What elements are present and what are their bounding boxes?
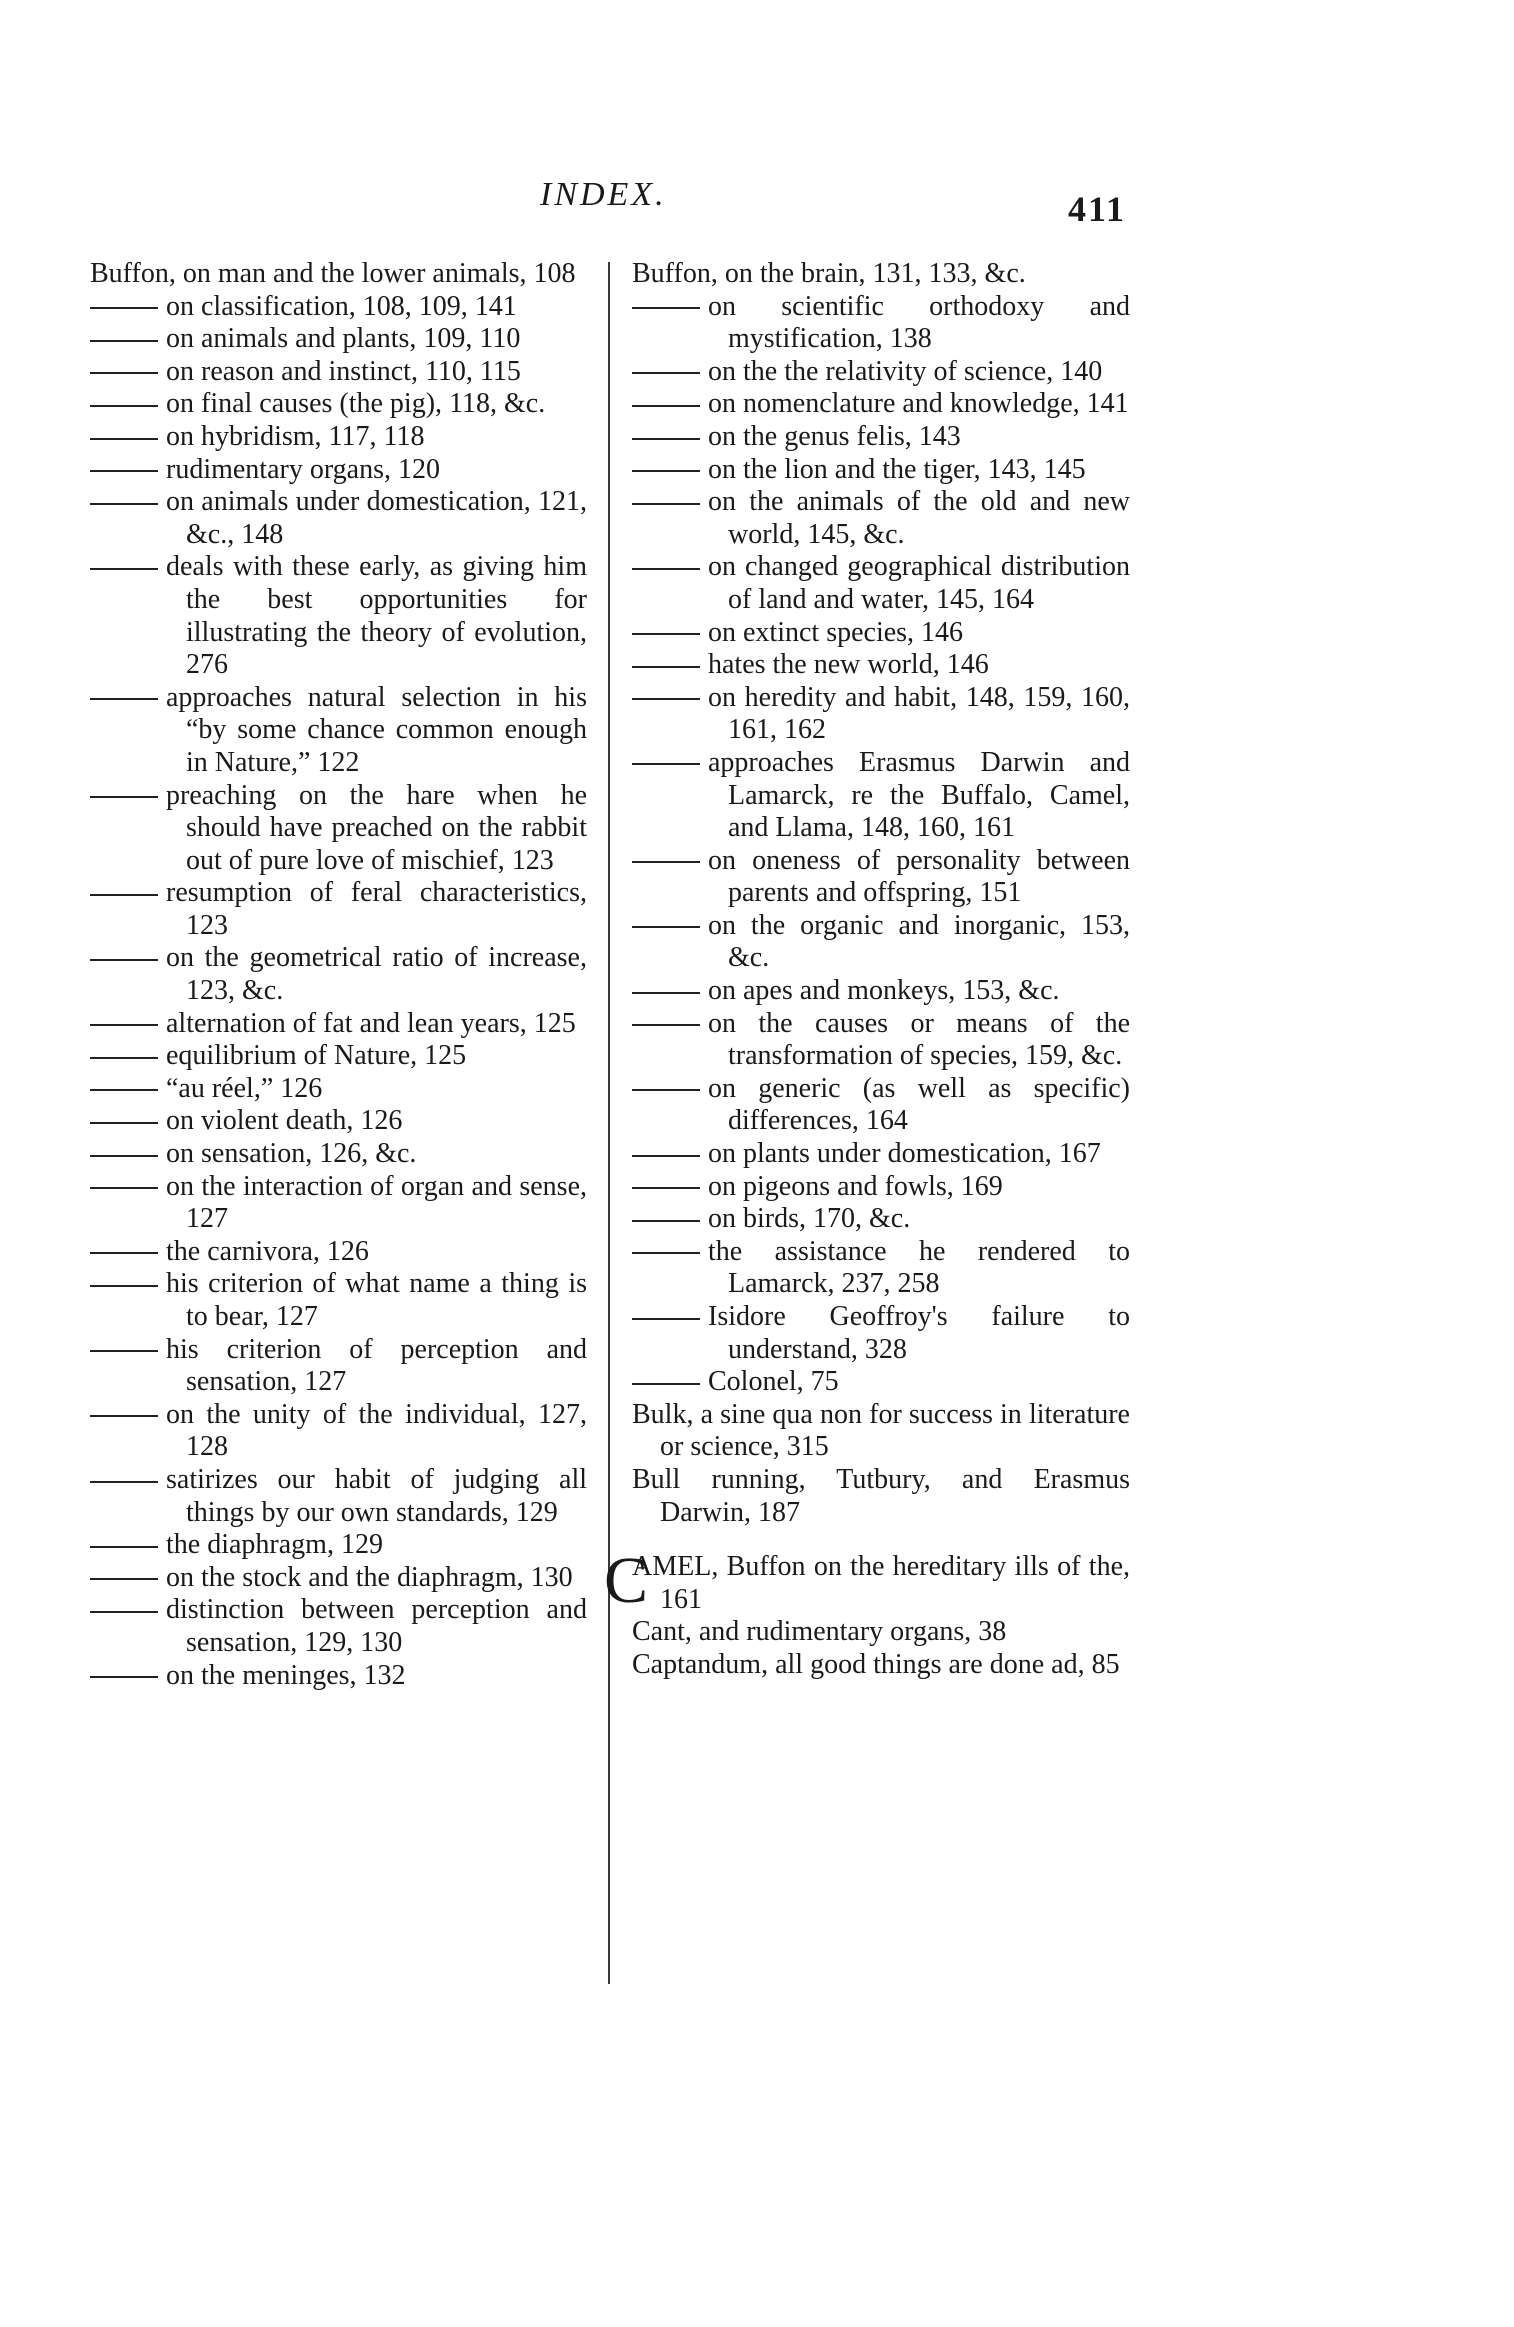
entry-text: on heredity and habit, 148, 159, 160, 161, 162: [708, 681, 1130, 746]
entry-text: equilibrium of Nature, 125: [166, 1040, 467, 1072]
ditto-dash: [90, 1122, 158, 1124]
entry-text: “au réel,” 126: [166, 1072, 323, 1104]
ditto-dash: [632, 1187, 700, 1189]
index-subentry: [90, 1171, 587, 1236]
index-subentry: [632, 1203, 1130, 1236]
index-subentry: [632, 617, 1130, 650]
ditto-dash: [90, 470, 158, 472]
index-subentry: [90, 1464, 587, 1529]
ditto-dash: [632, 438, 700, 440]
index-subentry: [632, 910, 1130, 975]
index-subentry: [632, 1073, 1130, 1138]
entry-text: on pigeons and fowls, 169: [708, 1170, 1003, 1202]
entry-text: on the the relativity of science, 140: [708, 355, 1103, 387]
index-subentry: [90, 1334, 587, 1399]
index-entry: [632, 258, 1130, 291]
ditto-dash: [632, 926, 700, 928]
entry-text: on generic (as well as specific) differences, 164: [708, 1072, 1130, 1137]
ditto-dash: [90, 438, 158, 440]
ditto-dash: [90, 1611, 158, 1613]
entry-text: on the organic and inorganic, 153, &c.: [708, 909, 1130, 974]
index-entry: [632, 1649, 1130, 1682]
ditto-dash: [632, 470, 700, 472]
index-subentry: [632, 1008, 1130, 1073]
ditto-dash: [90, 340, 158, 342]
ditto-dash: [632, 1024, 700, 1026]
entry-text: Bull running, Tutbury, and Erasmus Darwin, 187: [632, 1463, 1130, 1528]
ditto-dash: [90, 1057, 158, 1059]
ditto-dash: [632, 763, 700, 765]
index-column-right: [604, 258, 1130, 1682]
entry-text: Buffon, on man and the lower animals, 108: [90, 258, 576, 289]
ditto-dash: [632, 633, 700, 635]
ditto-dash: [90, 1350, 158, 1352]
entry-text: alternation of fat and lean years, 125: [166, 1007, 576, 1039]
ditto-dash: [90, 894, 158, 896]
entry-text: the carnivora, 126: [166, 1235, 369, 1267]
entry-text: Colonel, 75: [708, 1366, 839, 1398]
running-title: INDEX.: [540, 176, 667, 213]
entry-text: his criterion of what name a thing is to bear, 127: [166, 1268, 587, 1332]
index-subentry: [632, 747, 1130, 845]
entry-text: on scientific orthodoxy and mystification, 138: [708, 290, 1130, 355]
ditto-dash: [90, 959, 158, 961]
ditto-dash: [90, 307, 158, 309]
index-subentry: [90, 1529, 587, 1562]
entry-text: on the lion and the tiger, 143, 145: [708, 453, 1086, 485]
ditto-dash: [90, 1578, 158, 1580]
ditto-dash: [632, 861, 700, 863]
ditto-dash: [632, 698, 700, 700]
ditto-dash: [90, 372, 158, 374]
entry-text: on the stock and the diaphragm, 130: [166, 1561, 573, 1593]
entry-text: the assistance he rendered to Lamarck, 237, 258: [708, 1235, 1130, 1300]
ditto-dash: [90, 1024, 158, 1026]
ditto-dash: [90, 503, 158, 505]
page-number: 411: [1068, 189, 1127, 229]
index-subentry: [90, 1138, 587, 1171]
entry-text: distinction between perception and sensation, 129, 130: [166, 1594, 587, 1658]
ditto-dash: [90, 796, 158, 798]
drop-cap-initial: C: [604, 1544, 649, 1618]
ditto-dash: [90, 1415, 158, 1417]
index-subentry: [632, 421, 1130, 454]
entry-text: on the geometrical ratio of increase, 123, &c.: [166, 942, 587, 1007]
ditto-dash: [632, 1089, 700, 1091]
index-subentry: [632, 291, 1130, 356]
entry-text: on the unity of the individual, 127, 128: [166, 1398, 587, 1463]
entry-text: Bulk, a sine qua non for success in literature or science, 315: [632, 1398, 1130, 1463]
ditto-dash: [90, 1089, 158, 1091]
index-subentry: [90, 356, 587, 389]
index-subentry: [90, 1040, 587, 1073]
entry-text: Cant, and rudimentary organs, 38: [632, 1616, 1007, 1648]
entry-text: on sensation, 126, &c.: [166, 1138, 417, 1170]
index-subentry: [90, 551, 587, 681]
ditto-dash: [90, 1676, 158, 1678]
ditto-dash: [90, 1546, 158, 1548]
index-entry: [90, 258, 587, 291]
entry-text: on birds, 170, &c.: [708, 1203, 911, 1235]
ditto-dash: [632, 1318, 700, 1320]
entry-text: on violent death, 126: [166, 1105, 403, 1137]
entry-text: approaches natural selection in his “by some chance common enough in Nature,” 122: [166, 681, 587, 778]
ditto-dash: [632, 1252, 700, 1254]
index-subentry: [90, 1562, 587, 1595]
entry-text: on the animals of the old and new world, 145, &c.: [708, 486, 1130, 550]
index-subentry: [632, 1138, 1130, 1171]
index-subentry: [632, 845, 1130, 910]
entry-text: on apes and monkeys, 153, &c.: [708, 975, 1060, 1007]
index-subentry: [632, 649, 1130, 682]
ditto-dash: [632, 992, 700, 994]
entry-text: Buffon, on the brain, 131, 133, &c.: [632, 258, 1026, 289]
ditto-dash: [632, 372, 700, 374]
entry-text: on plants under domestication, 167: [708, 1138, 1101, 1170]
entry-text: on nomenclature and knowledge, 141: [708, 388, 1129, 420]
ditto-dash: [90, 1285, 158, 1287]
ditto-dash: [90, 1481, 158, 1483]
index-subentry: [632, 551, 1130, 616]
ditto-dash: [632, 1155, 700, 1157]
index-subentry: [632, 1366, 1130, 1399]
index-subentry: [90, 388, 587, 421]
ditto-dash: [90, 568, 158, 570]
index-subentry: [90, 780, 587, 878]
ditto-dash: [90, 405, 158, 407]
entry-text: on extinct species, 146: [708, 616, 964, 648]
index-subentry: [632, 454, 1130, 487]
index-subentry: [90, 421, 587, 454]
index-subentry: [632, 975, 1130, 1008]
entry-text: his criterion of perception and sensation, 127: [166, 1333, 587, 1398]
ditto-dash: [90, 1252, 158, 1254]
entry-text: AMEL, Buffon on the hereditary ills of the, 161: [632, 1551, 1130, 1615]
ditto-dash: [632, 568, 700, 570]
page-header: [0, 168, 1514, 228]
ditto-dash: [90, 698, 158, 700]
index-entry: [632, 1399, 1130, 1464]
ditto-dash: [632, 666, 700, 668]
index-subentry: [90, 486, 587, 551]
entry-text: resumption of feral characteristics, 123: [166, 877, 587, 941]
index-subentry: [90, 323, 587, 356]
entry-text: on the meninges, 132: [166, 1659, 406, 1691]
entry-text: approaches Erasmus Darwin and Lamarck, re the Buffalo, Camel, and Llama, 148, 160, 161: [708, 746, 1130, 844]
index-subentry: [632, 1301, 1130, 1366]
entry-text: on hybridism, 117, 118: [166, 420, 425, 452]
index-subentry: [632, 1171, 1130, 1204]
index-subentry: [90, 877, 587, 942]
entry-text: deals with these early, as giving him the best opportunities for illustrating the theory of evolution, 276: [166, 551, 587, 681]
column-divider: [608, 262, 610, 1984]
index-subentry: [90, 291, 587, 324]
entry-text: on changed geographical distribution of land and water, 145, 164: [708, 551, 1130, 615]
entry-text: on reason and instinct, 110, 115: [166, 355, 521, 387]
ditto-dash: [632, 1220, 700, 1222]
index-subentry: [632, 682, 1130, 747]
entry-text: on final causes (the pig), 118, &c.: [166, 388, 546, 420]
index-subentry: [632, 1236, 1130, 1301]
entry-text: rudimentary organs, 120: [166, 453, 440, 485]
entry-text: Captandum, all good things are done ad, 85: [632, 1648, 1120, 1680]
ditto-dash: [632, 405, 700, 407]
index-subentry: [632, 388, 1130, 421]
entry-text: Isidore Geoffroy's failure to understand, 328: [708, 1301, 1130, 1365]
index-subentry: [90, 682, 587, 780]
index-subentry: [632, 356, 1130, 389]
entry-text: hates the new world, 146: [708, 649, 989, 681]
index-entry: [604, 1544, 1130, 1618]
ditto-dash: [90, 1187, 158, 1189]
index-column-left: [90, 258, 587, 1692]
entry-text: on classification, 108, 109, 141: [166, 290, 517, 322]
index-subentry: [90, 454, 587, 487]
entry-text: the diaphragm, 129: [166, 1529, 383, 1561]
index-subentry: [632, 486, 1130, 551]
index-subentry: [90, 942, 587, 1007]
entry-text: on the interaction of organ and sense, 127: [166, 1170, 587, 1235]
index-subentry: [90, 1399, 587, 1464]
entry-text: on animals under domestication, 121, &c., 148: [166, 486, 587, 550]
entry-text: satirizes our habit of judging all things by our own standards, 129: [166, 1463, 587, 1528]
index-subentry: [90, 1008, 587, 1041]
index-subentry: [90, 1073, 587, 1106]
ditto-dash: [90, 1155, 158, 1157]
index-subentry: [90, 1236, 587, 1269]
ditto-dash: [632, 503, 700, 505]
entry-text: on oneness of personality between parents and offspring, 151: [708, 844, 1130, 909]
index-entry: [632, 1616, 1130, 1649]
entry-text: on animals and plants, 109, 110: [166, 323, 521, 355]
entry-text: on the causes or means of the transformation of species, 159, &c.: [708, 1007, 1130, 1072]
ditto-dash: [632, 1383, 700, 1385]
entry-text: on the genus felis, 143: [708, 420, 961, 452]
index-entry: [632, 1464, 1130, 1529]
entry-text: preaching on the hare when he should have preached on the rabbit out of pure love of mischief, 123: [166, 779, 587, 876]
index-subentry: [90, 1268, 587, 1333]
index-subentry: [90, 1660, 587, 1693]
index-subentry: [90, 1594, 587, 1659]
ditto-dash: [632, 307, 700, 309]
index-subentry: [90, 1105, 587, 1138]
